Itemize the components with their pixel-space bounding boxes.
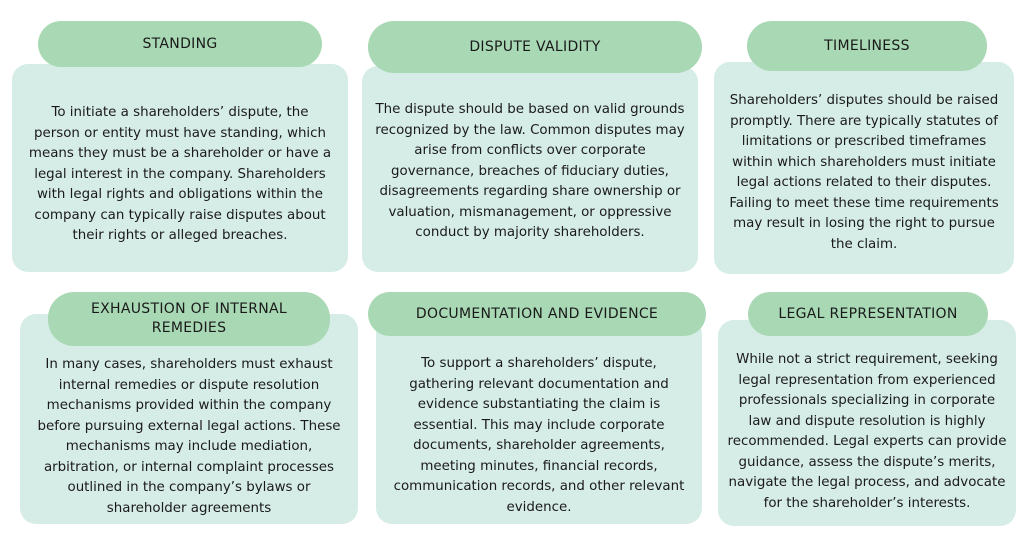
legal-representation-body: While not a strict requirement, seeking legal representation from experienced professionals specializing in corporate law and dispute resolution is highly recommended. Legal experts can provide guidance, assess the dispute’s merits, navigate the legal process, and advocate for the shareholder’s interests. [727,352,1007,511]
legal-representation-card [718,320,1016,526]
dispute-validity-body: The dispute should be based on valid grounds recognized by the law. Common disputes may arise from conflicts over corporate governance, breaches of fiduciary duties, disagreements regarding share ownership or valuation, mismanagement, or oppressive conduct by majority shareholders. [375,102,685,241]
timeliness-body: Shareholders’ disputes should be raised promptly. There are typically statutes of limitations or prescribed timeframes within which shareholders must initiate legal actions related to their disputes. Failing to meet these time requirements may result in losing the right to pursue the claim. [729,93,999,252]
standing-title: STANDING [38,21,322,67]
exhaustion-title: EXHAUSTION OF INTERNAL REMEDIES [48,292,330,346]
documentation-card [376,318,702,524]
timeliness-card [714,62,1014,274]
exhaustion-body: In many cases, shareholders must exhaust internal remedies or dispute resolution mechanisms provided within the company before pursuing external legal actions. These mechanisms may include mediation, arbitration, or internal complaint processes outlined in the company’s bylaws or shareholder agreements [37,357,341,516]
documentation-title: DOCUMENTATION AND EVIDENCE [368,292,706,336]
standing-body: To initiate a shareholders’ dispute, the person or entity must have standing, which means they must be a shareholder or have a legal interest in the company. Shareholders with legal rights and obligations within the company can typically raise disputes about their rights or alleged breaches. [28,105,332,244]
standing-card [12,64,348,272]
timeliness-title: TIMELINESS [747,21,987,71]
dispute-validity-card [362,66,698,272]
documentation-body: To support a shareholders’ dispute, gathering relevant documentation and evidence substantiating the claim is essential. This may include corporate documents, shareholder agreements, meeting minutes, financial records, communication records, and other relevant evidence. [393,356,685,515]
dispute-validity-title: DISPUTE VALIDITY [368,21,702,73]
legal-representation-title: LEGAL REPRESENTATION [748,292,988,336]
